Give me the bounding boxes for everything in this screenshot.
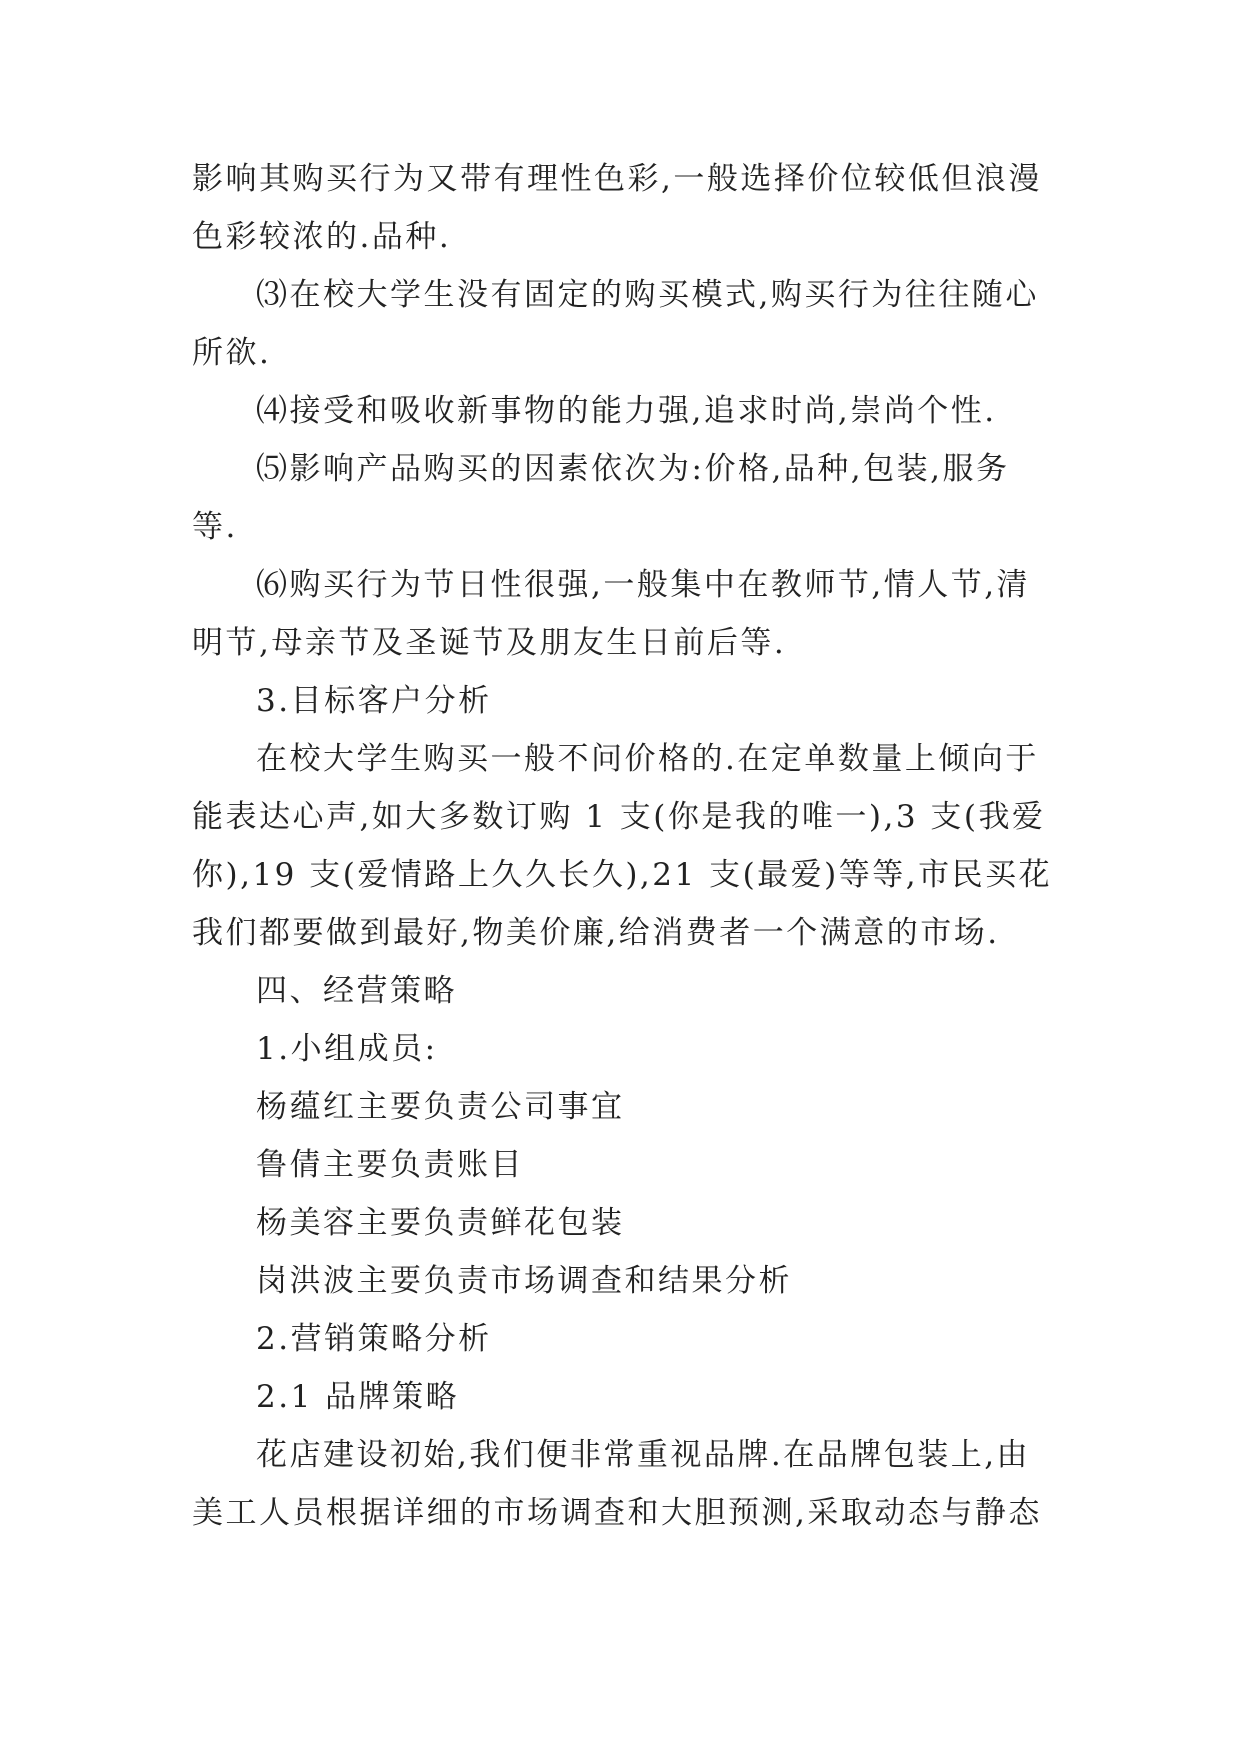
team-member-line — [192, 1136, 1052, 1194]
paragraph-continued-text — [192, 150, 1052, 266]
text-line: 岗洪波主要负责市场调查和结果分析 — [256, 1263, 792, 1299]
paragraph-item-5 — [192, 440, 1052, 556]
text-line: 鲁倩主要负责账目 — [256, 1147, 524, 1183]
subheading-team-members — [192, 1020, 1052, 1078]
text-line: 美工人员根据详细的市场调查和大胆预测,采取动态与静态 — [192, 1495, 1042, 1531]
team-member-line — [192, 1078, 1052, 1136]
team-member-line — [192, 1194, 1052, 1252]
section-heading-business-strategy — [192, 962, 1052, 1020]
text-line: 你),19 支(爱情路上久久长久),21 支(最爱)等等,市民买花 — [192, 857, 1053, 893]
document-body — [192, 150, 1052, 1542]
section-heading-target-customers — [192, 672, 1052, 730]
team-member-line — [192, 1252, 1052, 1310]
text-line: 在校大学生购买一般不问价格的.在定单数量上倾向于 — [256, 741, 1039, 777]
heading-text: 四、经营策略 — [256, 973, 457, 1009]
text-line: 我们都要做到最好,物美价廉,给消费者一个满意的市场. — [192, 915, 1000, 951]
text-line: 等. — [192, 509, 238, 545]
text-line: 花店建设初始,我们便非常重视品牌.在品牌包装上,由 — [256, 1437, 1031, 1473]
text-line: ⑸影响产品购买的因素依次为:价格,品种,包装,服务 — [256, 451, 1010, 487]
text-line: ⑹购买行为节日性很强,一般集中在教师节,情人节,清 — [256, 567, 1031, 603]
text-line: 明节,母亲节及圣诞节及朋友生日前后等. — [192, 625, 787, 661]
text-line: 能表达心声,如大多数订购 1 支(你是我的唯一),3 支(我爱 — [192, 799, 1046, 835]
text-line: 所欲. — [192, 335, 272, 371]
subheading-brand-strategy — [192, 1368, 1052, 1426]
paragraph-item-3 — [192, 266, 1052, 382]
text-line: 杨蕴红主要负责公司事宜 — [256, 1089, 625, 1125]
paragraph-brand-strategy — [192, 1426, 1052, 1542]
subheading-marketing-strategy — [192, 1310, 1052, 1368]
paragraph-target-customers — [192, 730, 1052, 962]
text-line: 杨美容主要负责鲜花包装 — [256, 1205, 625, 1241]
text-line: 影响其购买行为又带有理性色彩,一般选择价位较低但浪漫 — [192, 161, 1042, 197]
heading-text: 1.小组成员: — [256, 1031, 438, 1067]
paragraph-item-4 — [192, 382, 1052, 440]
heading-text: 3.目标客户分析 — [256, 683, 492, 719]
heading-text: 2.1 品牌策略 — [256, 1379, 460, 1415]
text-line: 色彩较浓的.品种. — [192, 219, 452, 255]
text-line: ⑶在校大学生没有固定的购买模式,购买行为往往随心 — [256, 277, 1039, 313]
text-line: ⑷接受和吸收新事物的能力强,追求时尚,崇尚个性. — [256, 393, 997, 429]
paragraph-item-6 — [192, 556, 1052, 672]
heading-text: 2.营销策略分析 — [256, 1321, 492, 1357]
